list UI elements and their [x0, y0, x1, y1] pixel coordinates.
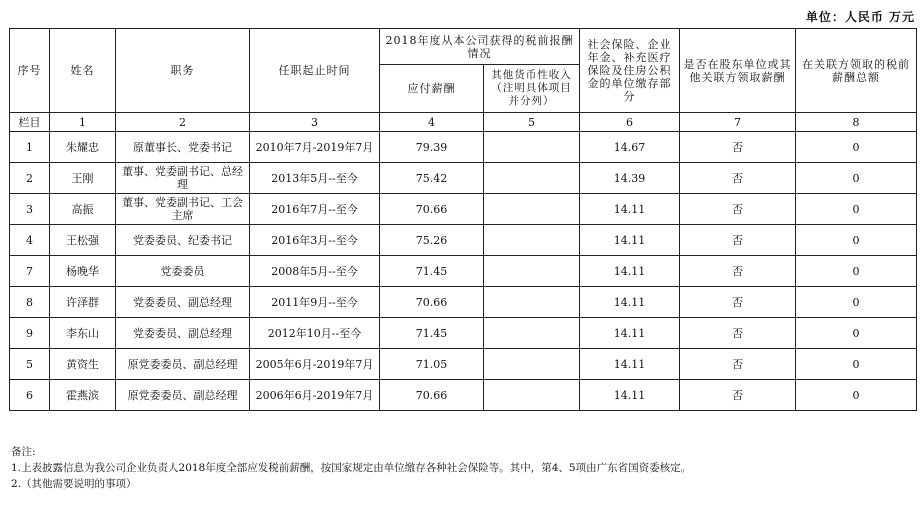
compensation-table — [9, 28, 917, 411]
row-position: 原党委委员、副总经理 — [116, 380, 250, 411]
table-row — [10, 225, 917, 256]
row-name: 杨晚华 — [50, 256, 116, 287]
row-term: 2012年10月--至今 — [250, 318, 380, 349]
row-other-income — [484, 380, 580, 411]
row-related-total: 0 — [796, 256, 917, 287]
row-related-total: 0 — [796, 225, 917, 256]
column-number: 4 — [380, 113, 484, 132]
table-row — [10, 380, 917, 411]
row-shareholder: 否 — [680, 287, 796, 318]
row-shareholder: 否 — [680, 194, 796, 225]
row-related-total: 0 — [796, 380, 917, 411]
row-position: 党委委员 — [116, 256, 250, 287]
row-name: 朱耀忠 — [50, 132, 116, 163]
row-name: 王松强 — [50, 225, 116, 256]
row-payable: 75.42 — [380, 163, 484, 194]
row-related-total: 0 — [796, 318, 917, 349]
row-other-income — [484, 132, 580, 163]
row-term: 2010年7月-2019年7月 — [250, 132, 380, 163]
header-row-1 — [10, 29, 917, 65]
row-payable: 70.66 — [380, 194, 484, 225]
row-related-total: 0 — [796, 349, 917, 380]
row-term: 2013年5月--至今 — [250, 163, 380, 194]
notes-line-2: 2.（其他需要说明的事项） — [11, 478, 137, 490]
row-social: 14.11 — [580, 287, 680, 318]
row-social: 14.11 — [580, 225, 680, 256]
row-payable: 70.66 — [380, 287, 484, 318]
row-related-total: 0 — [796, 163, 917, 194]
row-seq: 9 — [10, 318, 50, 349]
row-term: 2016年3月--至今 — [250, 225, 380, 256]
row-payable: 79.39 — [380, 132, 484, 163]
column-number: 栏目 — [10, 113, 50, 132]
row-payable: 70.66 — [380, 380, 484, 411]
row-seq: 4 — [10, 225, 50, 256]
column-number: 6 — [580, 113, 680, 132]
row-name: 霍燕滨 — [50, 380, 116, 411]
row-social: 14.67 — [580, 132, 680, 163]
row-social: 14.11 — [580, 349, 680, 380]
row-shareholder: 否 — [680, 318, 796, 349]
header-payable: 应付薪酬 — [380, 65, 484, 113]
row-other-income — [484, 256, 580, 287]
header-shareholder: 是否在股东单位或其他关联方领取薪酬 — [680, 29, 796, 113]
column-number: 3 — [250, 113, 380, 132]
row-name: 李东山 — [50, 318, 116, 349]
table-row — [10, 163, 917, 194]
unit-label: 单位：人民币 万元 — [805, 10, 915, 24]
row-shareholder: 否 — [680, 349, 796, 380]
header-name: 姓名 — [50, 29, 116, 113]
row-seq: 7 — [10, 256, 50, 287]
row-shareholder: 否 — [680, 380, 796, 411]
header-social: 社会保险、企业年金、补充医疗保险及住房公积金的单位缴存部分 — [580, 29, 680, 113]
row-payable: 71.05 — [380, 349, 484, 380]
header-seq: 序号 — [10, 29, 50, 113]
row-term: 2016年7月--至今 — [250, 194, 380, 225]
row-other-income — [484, 163, 580, 194]
row-other-income — [484, 225, 580, 256]
row-position: 原党委委员、副总经理 — [116, 349, 250, 380]
row-name: 黄资生 — [50, 349, 116, 380]
row-term: 2005年6月-2019年7月 — [250, 349, 380, 380]
row-social: 14.11 — [580, 194, 680, 225]
column-number: 1 — [50, 113, 116, 132]
column-number: 8 — [796, 113, 917, 132]
table-row — [10, 194, 917, 225]
row-shareholder: 否 — [680, 163, 796, 194]
row-position: 党委委员、副总经理 — [116, 318, 250, 349]
row-position: 董事、党委副书记、总经理 — [116, 163, 250, 194]
row-shareholder: 否 — [680, 225, 796, 256]
row-name: 许泽群 — [50, 287, 116, 318]
header-term: 任职起止时间 — [250, 29, 380, 113]
row-seq: 6 — [10, 380, 50, 411]
row-term: 2006年6月-2019年7月 — [250, 380, 380, 411]
row-position: 党委委员、副总经理 — [116, 287, 250, 318]
row-other-income — [484, 318, 580, 349]
row-payable: 71.45 — [380, 256, 484, 287]
notes-line-1: 1.上表披露信息为我公司企业负责人2018年度全部应发税前薪酬，按国家规定由单位缴存各种社会保险等。其中，第4、5项由广东省国资委核定。 — [11, 462, 692, 474]
row-name: 王刚 — [50, 163, 116, 194]
row-other-income — [484, 287, 580, 318]
row-payable: 71.45 — [380, 318, 484, 349]
header-related-total: 在关联方领取的税前薪酬总额 — [796, 29, 917, 113]
row-shareholder: 否 — [680, 132, 796, 163]
table-row — [10, 287, 917, 318]
row-position: 董事、党委副书记、工会主席 — [116, 194, 250, 225]
row-seq: 8 — [10, 287, 50, 318]
notes — [11, 444, 691, 492]
row-seq: 3 — [10, 194, 50, 225]
row-social: 14.11 — [580, 318, 680, 349]
row-term: 2008年5月--至今 — [250, 256, 380, 287]
row-shareholder: 否 — [680, 256, 796, 287]
row-related-total: 0 — [796, 287, 917, 318]
column-number: 7 — [680, 113, 796, 132]
column-number-row — [10, 113, 917, 132]
row-related-total: 0 — [796, 194, 917, 225]
row-social: 14.11 — [580, 256, 680, 287]
header-other-income: 其他货币性收入（注明具体项目并分列） — [484, 65, 580, 113]
table-row — [10, 318, 917, 349]
row-related-total: 0 — [796, 132, 917, 163]
notes-title: 备注: — [11, 446, 36, 458]
column-number: 5 — [484, 113, 580, 132]
table-row — [10, 132, 917, 163]
row-other-income — [484, 194, 580, 225]
row-seq: 1 — [10, 132, 50, 163]
row-other-income — [484, 349, 580, 380]
row-payable: 75.26 — [380, 225, 484, 256]
row-social: 14.39 — [580, 163, 680, 194]
row-seq: 2 — [10, 163, 50, 194]
header-position: 职务 — [116, 29, 250, 113]
row-social: 14.11 — [580, 380, 680, 411]
row-term: 2011年9月--至今 — [250, 287, 380, 318]
row-position: 原董事长、党委书记 — [116, 132, 250, 163]
table-body — [10, 132, 917, 411]
row-name: 高振 — [50, 194, 116, 225]
table-row — [10, 349, 917, 380]
row-seq: 5 — [10, 349, 50, 380]
table-row — [10, 256, 917, 287]
row-position: 党委委员、纪委书记 — [116, 225, 250, 256]
column-number: 2 — [116, 113, 250, 132]
header-group-pay: 2018年度从本公司获得的税前报酬情况 — [380, 29, 580, 65]
